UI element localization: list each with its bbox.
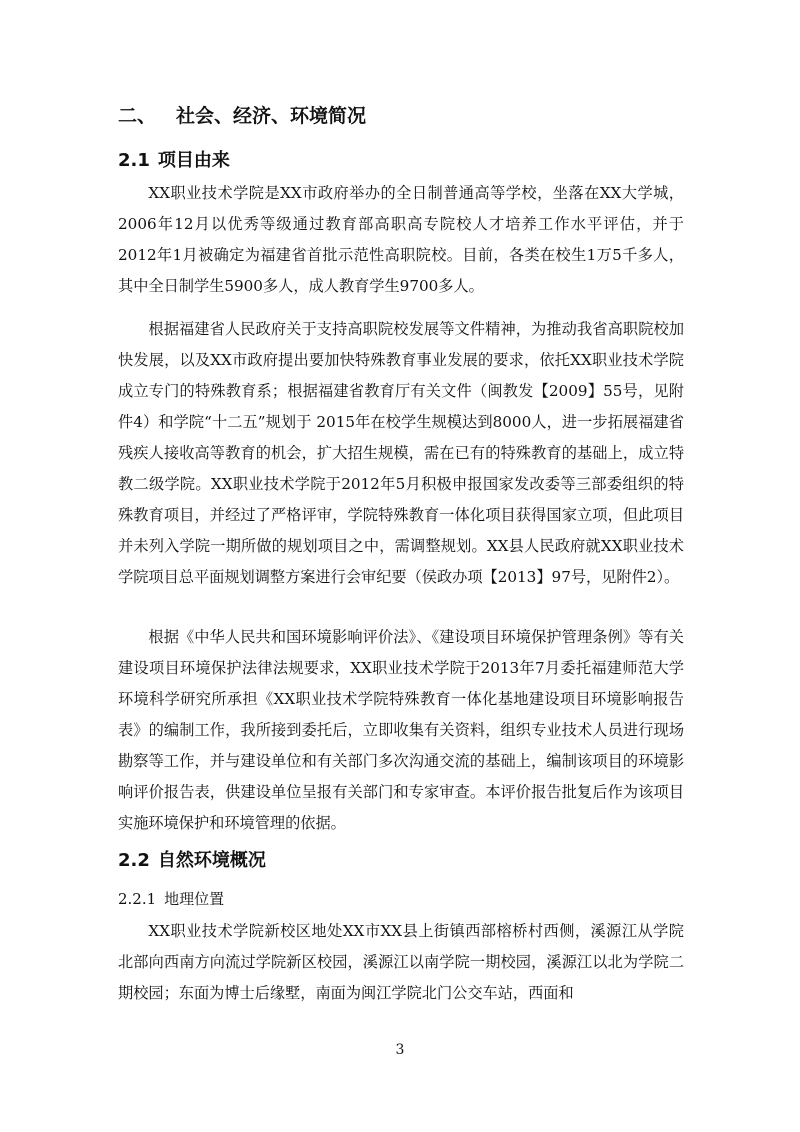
subsubsection-title: 地理位置 [164, 890, 225, 908]
section-heading [118, 100, 366, 132]
subsubsection-heading-2-2-1 [118, 884, 224, 914]
subsection-number: 2.2 [118, 850, 150, 871]
paragraph-assessment: 根据《中华人民共和国环境影响评价法》、《建设项目环境保护管理条例》等有关建设项目环境保护法律法规要求，XX职业技术学院于2013年7月委托福建师范大学环境科学研究所承担《XX职业技术学院特殊教育一体化基地建设项目环境影响报告表》的编制工作，我所接到委托后，立即收集有关资料，组织专业技术人员进行现场勘察等工作，并与建设单位和有关部门多次沟通交流的基础上，编制该项目的环境影响评价报告表，供建设单位呈报有关部门和专家审查。本评价报告批复后作为该项目实施环境保护和环境管理的依据。 [118, 628, 684, 832]
paragraph-intro: XX职业技术学院是XX市政府举办的全日制普通高等学校，坐落在XX大学城，2006年12月以优秀等级通过教育部高职高专院校人才培养工作水平评估，并于2012年1月被确定为福建省首批示范性高职院校。目前，各类在校生1万5千多人，其中全日制学生5900多人，成人教育学生9700多人。 [118, 184, 684, 295]
section-number: 二、 [118, 105, 157, 127]
subsubsection-number: 2.2.1 [118, 890, 157, 908]
subsection-heading-2-2 [118, 846, 266, 876]
subsection-title: 自然环境概况 [157, 850, 266, 871]
section-title: 社会、经济、环境简况 [176, 105, 367, 127]
paragraph-location: XX职业技术学院新校区地处XX市XX县上街镇西部榕桥村西侧，溪源江从学院北部向西南方向流过学院新区校园，溪源江以南学院一期校园，溪源江以北为学院二期校园；东面为博士后缘墅，南面为闽江学院北门公交车站，西面和 [118, 922, 684, 1002]
subsection-title: 项目由来 [157, 150, 230, 171]
subsection-number: 2.1 [118, 150, 150, 171]
page-number: 3 [395, 1042, 405, 1058]
subsection-heading-2-1 [118, 146, 230, 176]
paragraph-background: 根据福建省人民政府关于支持高职院校发展等文件精神，为推动我省高职院校加快发展，以及XX市政府提出要加快特殊教育事业发展的要求，依托XX职业技术学院成立专门的特殊教育系；根据福建省教育厅有关文件（闽教发【2009】55号，见附件4）和学院“十二五”规划于 2015年在校学生规模达到8000人，进一步拓展福建省残疾人接收高等教育的机会，扩大招生规模，需在已有的特殊教育的基础上，成立特教二级学院。XX职业技术学院于2012年5月积极申报国家发改委等三部委组织的特殊教育项目，并经过了严格评审，学院特殊教育一体化项目获得国家立项，但此项目并未列入学院一期所做的规划项目之中，需调整规划。XX县人民政府就XX职业技术学院项目总平面规划调整方案进行会审纪要（侯政办项【2013】97号，见附件2）。 [118, 320, 684, 586]
